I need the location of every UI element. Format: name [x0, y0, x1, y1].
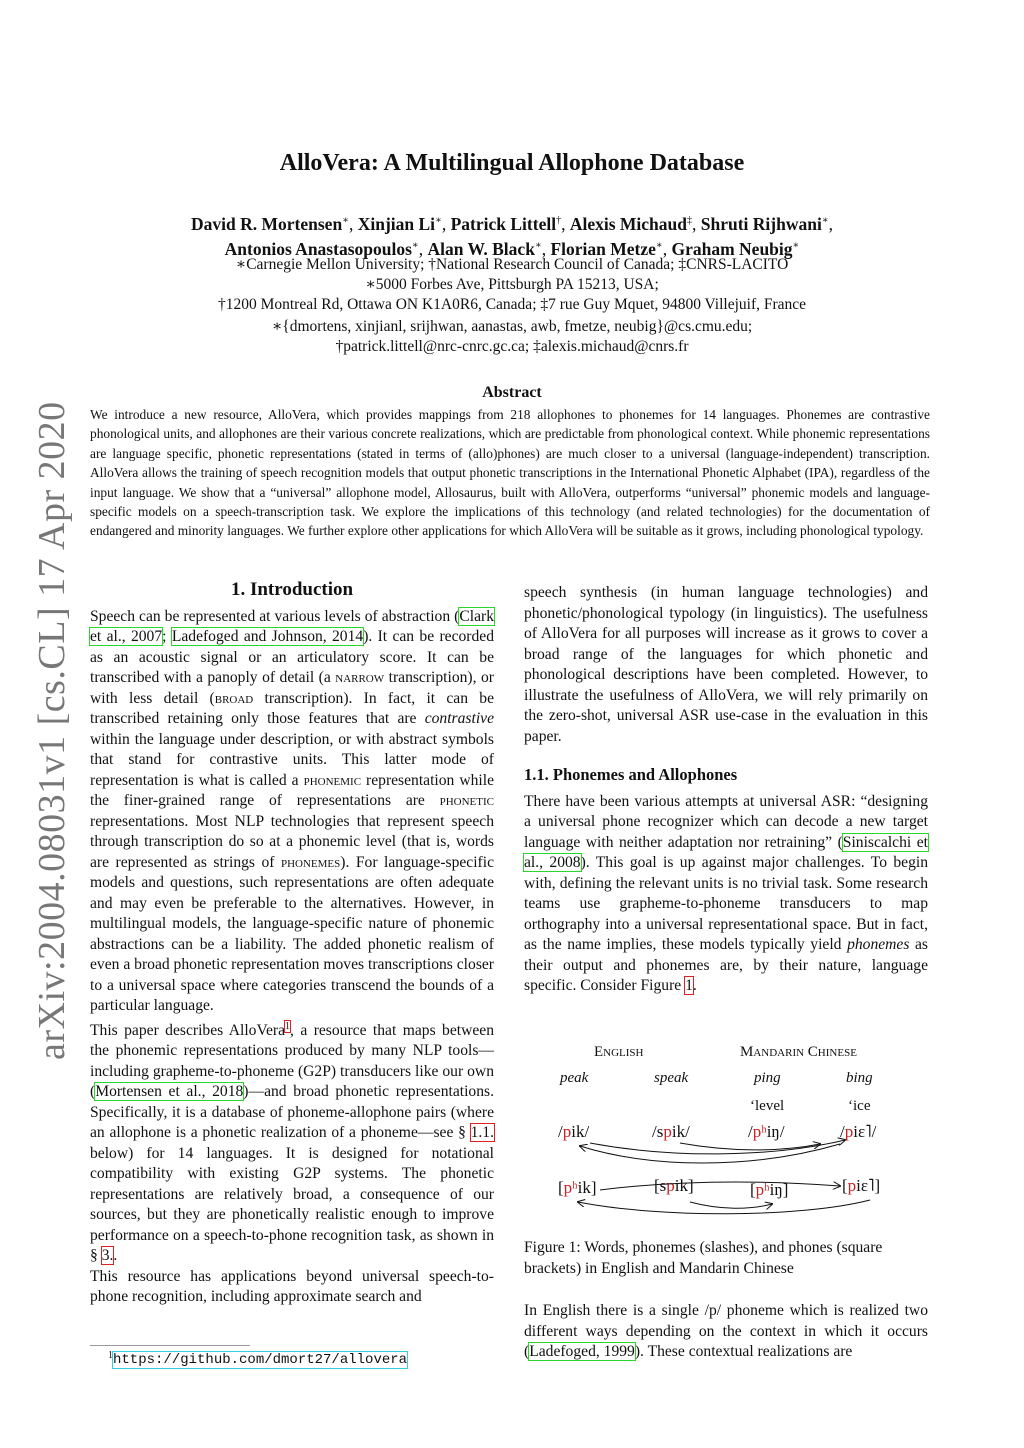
- section-ref-link[interactable]: 3.: [101, 1247, 114, 1265]
- citation-link[interactable]: Ladefoged and Johnson, 2014: [171, 628, 364, 645]
- figure-phoneme: /pik/: [558, 1122, 590, 1141]
- affiliation-line: †1200 Montreal Rd, Ottawa ON K1A0R6, Canada; ‡7 rue Guy Mquet, 94800 Villejuif, France: [217, 296, 807, 313]
- subsection-heading: 1.1. Phonemes and Allophones: [524, 765, 738, 784]
- section-ref-link[interactable]: 1.1.: [470, 1124, 494, 1142]
- figure-phoneme: /pʰiŋ/: [748, 1122, 785, 1141]
- footnote-link[interactable]: 1: [285, 1020, 291, 1032]
- left-column: [90, 580, 494, 1308]
- arrow-phones-back: [578, 1200, 870, 1214]
- affiliation-line: †patrick.littell@nrc-cnrc.gc.ca; ‡alexis.michaud@cnrs.fr: [335, 338, 689, 355]
- figure-phone: [pʰiŋ]: [750, 1180, 789, 1199]
- intro-paragraph-3: This resource has applications beyond universal speech-to-phone recognition, including approximate search and: [90, 1267, 494, 1306]
- footnote: $^1$https://github.com/dmort27/allovera: [108, 1350, 408, 1369]
- arrow-phones-mid: [690, 1202, 772, 1208]
- figure-phone: [spik]: [654, 1176, 694, 1195]
- right-column-continued: [524, 1301, 928, 1363]
- figure-phone: [pʰik]: [558, 1178, 597, 1197]
- author-name: Alexis Michaud: [569, 213, 687, 234]
- affiliation-line: ∗Carnegie Mellon University; †National Research Council of Canada; ‡CNRS-LACITO: [235, 256, 789, 273]
- arxiv-stamp: arXiv:2004.08031v1 [cs.CL] 17 Apr 2020: [31, 401, 73, 1060]
- intro-paragraph-2: This paper describes AlloVera$^1$, a resource that maps between the phonemic representations produced by many NLP tools—including grapheme-to-phoneme (G2P) transducers like our own (Mortensen et al., 2018)—and broad phonetic representations. Specifically, it is a database of phoneme-allophone pairs (where an allophone is a phonetic realization of a phoneme—see § 1.1. below) for 14 languages. It is designed for notational compatibility with existing G2P systems. The phonetic representations are relatively broad, a consequence of our sources, but they are phonetically realistic enough to improve performance on a speech-to-phone recognition task, as shown in § 3..: [90, 1020, 494, 1265]
- figure-arrows: [520, 1040, 930, 1220]
- figure-phoneme: /spik/: [652, 1122, 690, 1141]
- right-paragraph-2: There have been various attempts at universal ASR: “designing a universal phone recognizer which can decode a new target language with neither adaptation nor retraining” (Siniscalchi et al., 2008). This goal is up against major challenges. To begin with, defining the relevant units is no trivial task. Some research teams use grapheme-to-phoneme transducers to map orthography into a universal representational space. But in fact, as the name implies, these models typically yield phonemes as their output and phonemes are, by their nature, language specific. Consider Figure 1.: [524, 792, 929, 994]
- figure-word: ping: [754, 1070, 781, 1086]
- citation-link[interactable]: Siniscalchi et al., 2008: [524, 833, 928, 871]
- section-heading: 1. Introduction: [230, 579, 354, 600]
- author-name: Shruti Rijhwani: [700, 213, 822, 234]
- citation-link[interactable]: Ladefoged, 1999: [529, 1343, 635, 1360]
- abstract-heading: Abstract: [482, 384, 542, 401]
- figure-lang-mandarin: Mandarin Chinese: [740, 1044, 857, 1060]
- author-line-1: David R. Mortensen∗, Xinjian Li∗, Patrick Littell†, Alexis Michaud‡, Shruti Rijhwani∗,: [191, 213, 833, 234]
- figure-word: peak: [560, 1070, 589, 1086]
- affiliation-line: ∗{dmortens, xinjianl, srijhwan, aanastas, awb, fmetze, neubig}@cs.cmu.edu;: [271, 318, 753, 335]
- citation-link[interactable]: Mortensen et al., 2018: [95, 1083, 244, 1101]
- author-name: Alan W. Black: [427, 238, 535, 259]
- figure-gloss: ‘level: [750, 1098, 785, 1114]
- footnote-url-link[interactable]: https://github.com/dmort27/allovera: [113, 1352, 408, 1369]
- citation-link[interactable]: Clark et al., 2007: [90, 607, 494, 645]
- figure-ref-link[interactable]: 1: [685, 977, 693, 994]
- figure-1: [520, 1040, 930, 1220]
- figure-word: speak: [654, 1070, 689, 1086]
- right-column: [524, 583, 928, 997]
- arrow-phones-peak: [600, 1182, 840, 1190]
- affiliation-line: ∗5000 Forbes Ave, Pittsburgh PA 15213, USA;: [365, 276, 659, 293]
- figure-word: bing: [846, 1070, 873, 1086]
- author-name: Antonios Anastasopoulos: [224, 238, 412, 259]
- intro-paragraph-1: Speech can be represented at various levels of abstraction (Clark et al., 2007; Ladefoged and Johnson, 2014). It can be recorded as an acoustic signal or an articulatory score. It can be transcribed with a panoply of detail (a narrow transcription), or with less detail (broad transcription). In fact, it can be transcribed retaining only those features that are contrastive within the language under description, or with abstract symbols that stand for contrastive units. This latter mode of representation is what is called a phonemic representation while the finer-grained range of representations are phonetic representations. Most NLP technologies that represent speech through transcription do so at a phonemic level (that is, words are represented as strings of phonemes). For language-specific models and questions, such representations are often adequate and may even be preferable to the alternatives. However, in multilingual models, the language-specific nature of phonemic abstractions can be a liability. The added phonetic realism of even a broad phonetic representation moves transcriptions closer to a universal space where categories transcend the bounds of a particular language.: [90, 607, 495, 1014]
- right-paragraph-1: speech synthesis (in human language technologies) and phonetic/phonological typology (in linguistics). The usefulness of AlloVera for all purposes will increase as it grows to cover a broad range of the languages for which phonetic and phonological descriptions have been completed. However, to illustrate the usefulness of AlloVera, we will rely primarily on the zero-shot, universal ASR use-case in the evaluation in this paper.: [524, 584, 928, 745]
- paper-title: AlloVera: A Multilingual Allophone Database: [279, 150, 745, 176]
- figure-lang-english: English: [594, 1044, 644, 1060]
- figure-phoneme: /piɛ˥/: [840, 1122, 877, 1141]
- author-name: David R. Mortensen: [191, 213, 343, 234]
- figure-caption: Figure 1: Words, phonemes (slashes), and phones (square brackets) in English and Mandarin Chinese: [524, 1239, 883, 1277]
- abstract-body: We introduce a new resource, AlloVera, which provides mappings from 218 allophones to phonemes for 14 languages. Phonemes are contrastive phonological units, and allophones are their various concrete realizations, which are predictable from phonological context. While phonemic representations are language specific, phonetic representations (stated in terms of (allo)phones) are much closer to a universal (language-independent) transcription. AlloVera allows the training of speech recognition models that output phonetic transcriptions in the International Phonetic Alphabet (IPA), regardless of the input language. We show that a “universal” allophone model, Allosaurus, built with AlloVera, outperforms “universal” phonemic models and language-specific models on a speech-transcription task. We explore the implications of this technology (and related technologies) for the documentation of endangered and minority languages. We further explore other applications for which AlloVera will be suitable as it grows, including phonological typology.: [90, 407, 930, 539]
- author-list: [0, 210, 1024, 260]
- author-name: Xinjian Li: [357, 213, 436, 234]
- figure-gloss: ‘ice: [848, 1098, 871, 1114]
- footnote-rule: [90, 1345, 250, 1346]
- author-line-2: Antonios Anastasopoulos∗, Alan W. Black∗, Florian Metze∗, Graham Neubig∗: [224, 238, 800, 259]
- figure-phone: [piɛ˥]: [842, 1176, 881, 1195]
- right-paragraph-3: In English there is a single /p/ phoneme which is realized two different ways depending on the context in which it occurs (Ladefoged, 1999). These contextual realizations are: [524, 1302, 928, 1360]
- author-name: Graham Neubig: [671, 238, 793, 259]
- author-name: Florian Metze: [550, 238, 656, 259]
- author-name: Patrick Littell: [450, 213, 557, 234]
